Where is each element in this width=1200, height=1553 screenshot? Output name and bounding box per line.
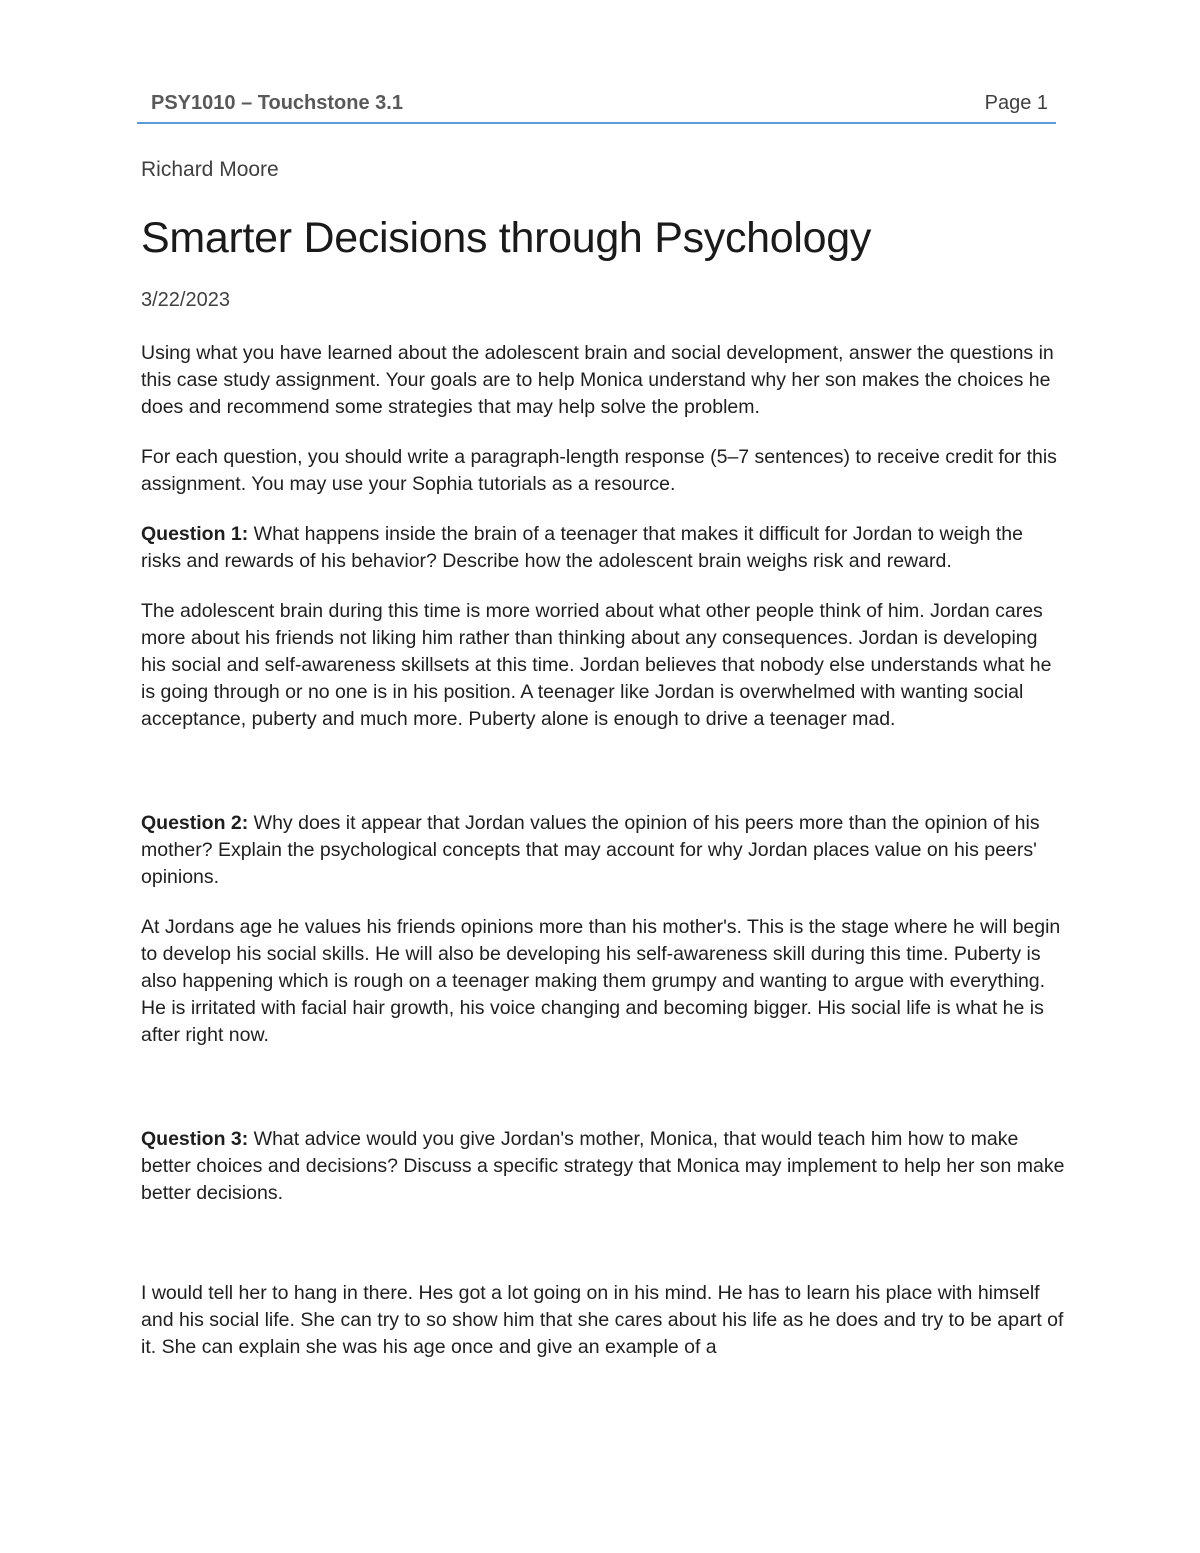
answer-2: At Jordans age he values his friends opinions more than his mother's. This is the stage where he will begin to develop his social skills. He will also be developing his self-awareness skill during this time. Puberty is also happening which is rough on a teenager making them grumpy and wanting to argue with everything. He is irritated with facial hair growth, his voice changing and becoming bigger. His social life is what he is after right now. bbox=[141, 916, 1061, 1046]
question-1-label: Question 1: bbox=[141, 523, 249, 545]
question-3 bbox=[141, 1126, 1066, 1207]
page-header bbox=[137, 90, 1056, 124]
answer-3: I would tell her to hang in there. Hes got a lot going on in his mind. He has to learn his place with himself and his social life. She can try to so show him that she cares about his life as he does and try to be apart of it. She can explain she was his age once and give an example of a bbox=[141, 1282, 1064, 1358]
document-body bbox=[141, 155, 1066, 1361]
question-2-text: Why does it appear that Jordan values the opinion of his peers more than the opinion of his mother? Explain the psychological concepts that may account for why Jordan places value on his peers' opinions. bbox=[141, 812, 1040, 888]
question-2-label: Question 2: bbox=[141, 812, 249, 834]
header-course-title: PSY1010 – Touchstone 3.1 bbox=[151, 92, 403, 114]
question-1-text: What happens inside the brain of a teenager that makes it difficult for Jordan to weigh the risks and rewards of his behavior? Describe how the adolescent brain weighs risk and reward. bbox=[141, 523, 1023, 572]
question-1 bbox=[141, 521, 1066, 575]
document-title: Smarter Decisions through Psychology bbox=[141, 214, 872, 262]
question-3-text: What advice would you give Jordan's mother, Monica, that would teach him how to make better choices and decisions? Discuss a specific strategy that Monica may implement to help her son make better decisions. bbox=[141, 1128, 1065, 1204]
intro-paragraph-2: For each question, you should write a paragraph-length response (5–7 sentences) to receive credit for this assignment. You may use your Sophia tutorials as a resource. bbox=[141, 446, 1057, 495]
header-page-number: Page 1 bbox=[984, 92, 1048, 114]
author-name: Richard Moore bbox=[141, 158, 279, 181]
intro-paragraph-1: Using what you have learned about the adolescent brain and social development, answer the questions in this case study assignment. Your goals are to help Monica understand why her son makes the choices he does and recommend some strategies that may help solve the problem. bbox=[141, 342, 1054, 418]
answer-1: The adolescent brain during this time is more worried about what other people think of him. Jordan cares more about his friends not liking him rather than thinking about any consequences. Jordan is developing his social and self-awareness skillsets at this time. Jordan believes that nobody else understands what he is going through or no one is in his position. A teenager like Jordan is overwhelmed with wanting social acceptance, puberty and much more. Puberty alone is enough to drive a teenager mad. bbox=[141, 600, 1052, 730]
document-date: 3/22/2023 bbox=[141, 289, 230, 311]
question-2 bbox=[141, 810, 1066, 891]
question-3-label: Question 3: bbox=[141, 1128, 249, 1150]
